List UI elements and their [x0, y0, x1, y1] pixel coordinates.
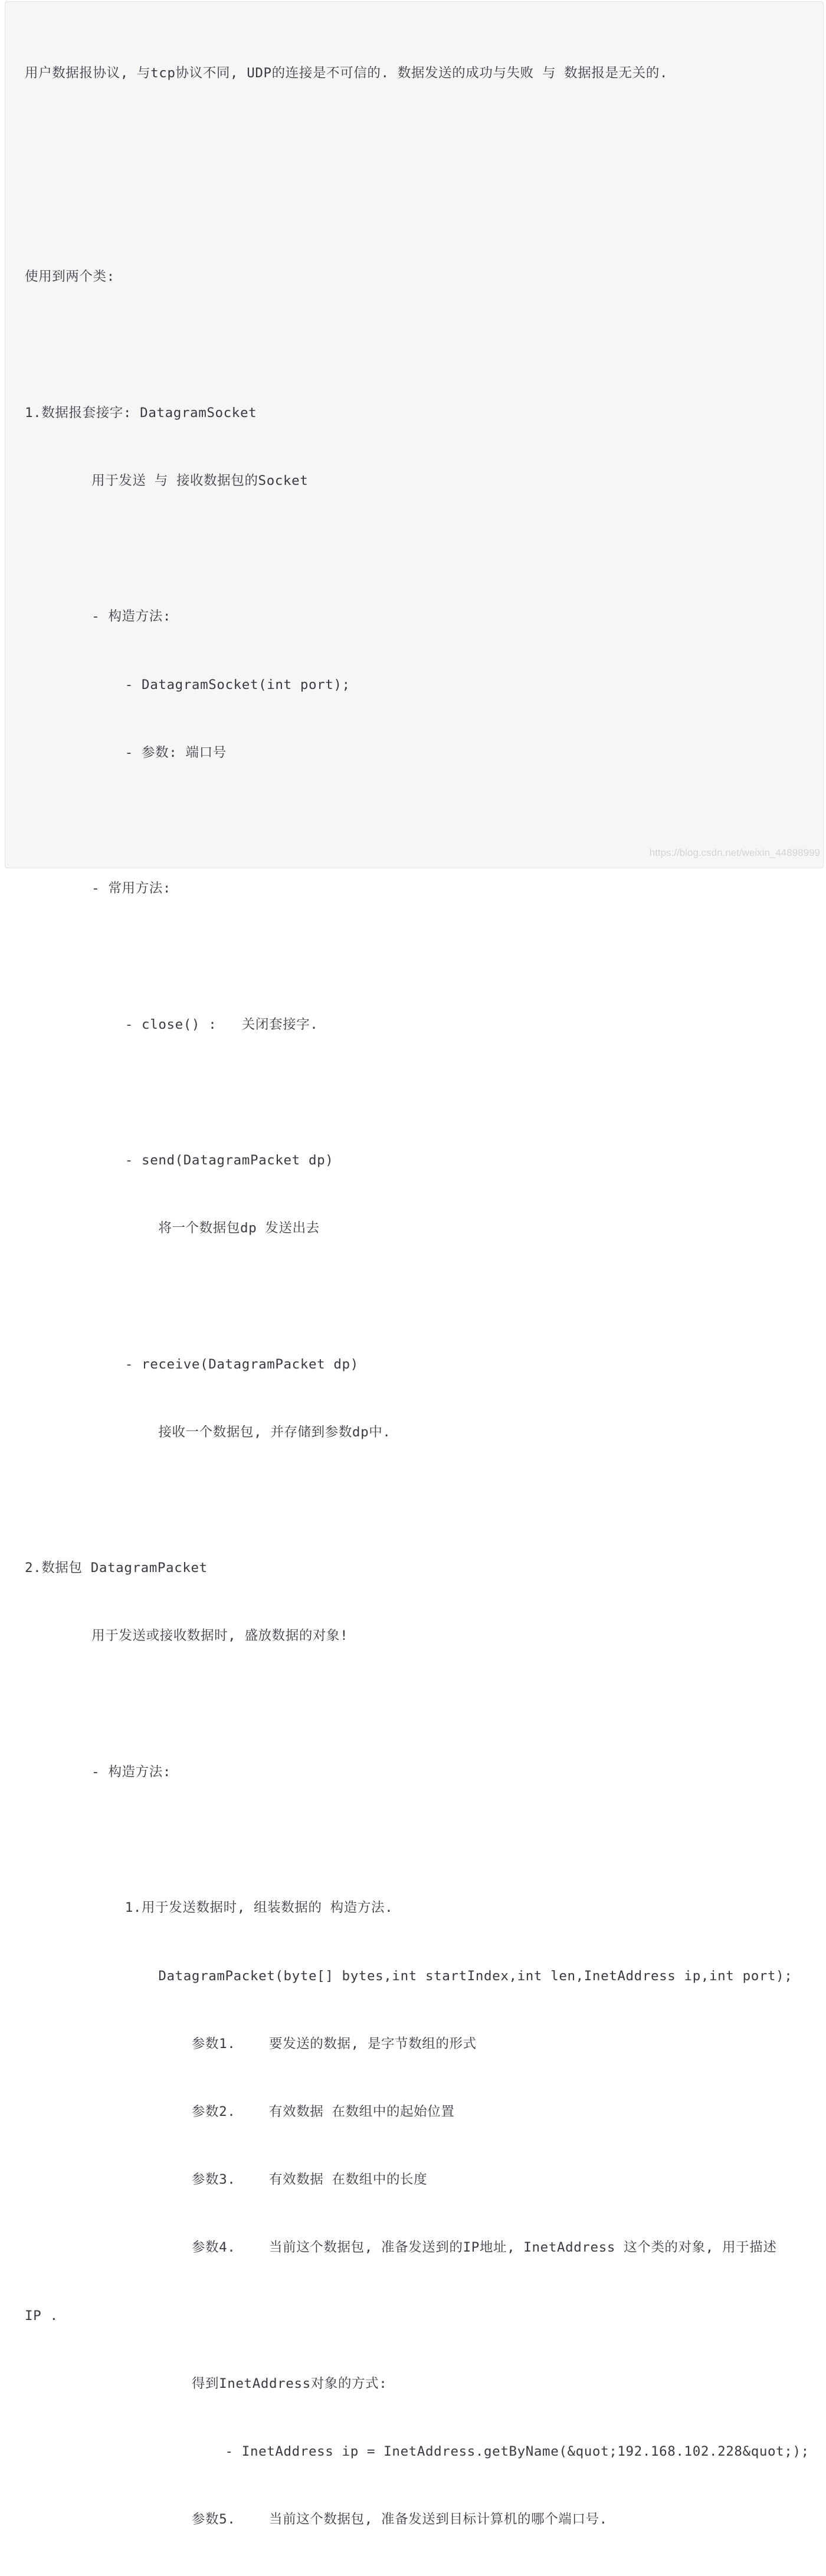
code-lines	[25, 17, 809, 2576]
code-line	[25, 1693, 809, 1715]
code-line: - 构造方法:	[25, 609, 172, 625]
code-line: - 参数: 端口号	[25, 744, 227, 760]
code-line: 参数1. 要发送的数据, 是字节数组的形式	[25, 2036, 477, 2052]
code-line: - send(DatagramPacket dp)	[25, 1153, 334, 1169]
code-line: - 构造方法:	[25, 1764, 172, 1780]
code-line	[25, 1081, 809, 1104]
code-line: IP .	[25, 2308, 58, 2324]
code-line: DatagramPacket(byte[] bytes,int startIndex,int len,InetAddress ip,int port);	[25, 1968, 793, 1984]
code-line: 用于发送 与 接收数据包的Socket	[25, 473, 309, 489]
code-line	[25, 198, 809, 220]
code-line	[25, 334, 809, 356]
code-line: 2.数据包 DatagramPacket	[25, 1560, 208, 1576]
code-line: 用户数据报协议, 与tcp协议不同, UDP的连接是不可信的. 数据发送的成功与失败 与 数据报是无关的.	[25, 65, 668, 81]
watermark: https://blog.csdn.net/weixin_44898999	[649, 847, 820, 858]
code-line	[25, 945, 809, 967]
code-line: 将一个数据包dp 发送出去	[25, 1220, 320, 1236]
code-line: 1.用于发送数据时, 组装数据的 构造方法.	[25, 1900, 394, 1916]
code-line: - receive(DatagramPacket dp)	[25, 1356, 359, 1372]
code-line: - DatagramSocket(int port);	[25, 677, 350, 693]
code-line: 参数5. 当前这个数据包, 准备发送到目标计算机的哪个端口号.	[25, 2512, 608, 2528]
code-line: 参数4. 当前这个数据包, 准备发送到的IP地址, InetAddress 这个类的对象, 用于描述	[25, 2240, 777, 2256]
code-block	[5, 1, 824, 2528]
code-line: - close() : 关闭套接字.	[25, 1016, 319, 1032]
code-line	[25, 1829, 809, 1851]
code-line: 用于发送或接收数据时, 盛放数据的对象!	[25, 1628, 349, 1644]
code-line	[25, 1489, 809, 1511]
code-line: - InetAddress ip = InetAddress.getByName(&quot;192.168.102.228&quot;);	[25, 2443, 809, 2459]
code-line: 1.数据报套接字: DatagramSocket	[25, 405, 257, 421]
code-line: - 常用方法:	[25, 881, 172, 897]
code-line: 参数2. 有效数据 在数组中的起始位置	[25, 2104, 455, 2119]
code-line	[25, 1285, 809, 1307]
code-line	[25, 130, 809, 152]
code-line: 接收一个数据包, 并存储到参数dp中.	[25, 1424, 391, 1440]
code-line	[25, 537, 809, 560]
code-line: 参数3. 有效数据 在数组中的长度	[25, 2172, 428, 2188]
code-line	[25, 809, 809, 832]
code-line: 使用到两个类:	[25, 269, 115, 285]
code-line: 得到InetAddress对象的方式:	[25, 2375, 388, 2391]
